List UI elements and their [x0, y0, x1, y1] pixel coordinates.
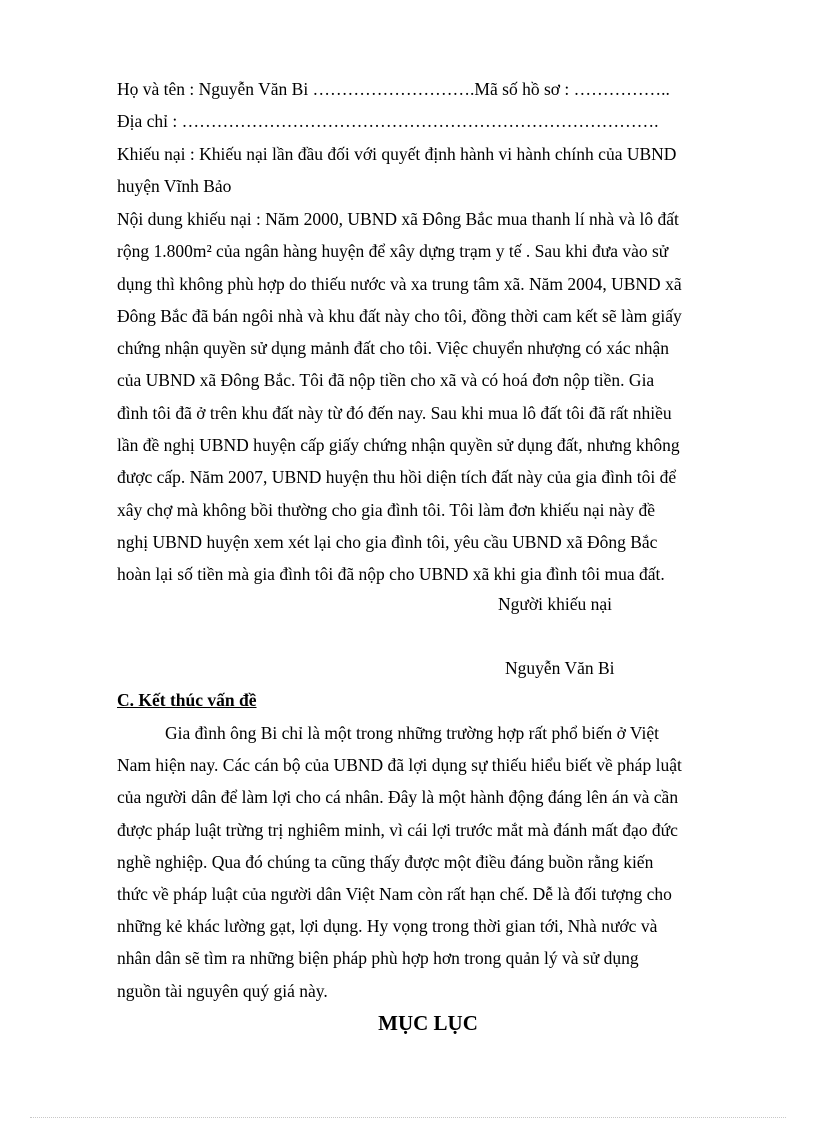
- complaint-line: Khiếu nại : Khiếu nại lần đầu đối với quyết định hành vi hành chính của UBND: [117, 144, 677, 164]
- footer-divider: [30, 1117, 786, 1118]
- conclusion-line: được pháp luật trừng trị nghiêm minh, vì cái lợi trước mắt mà đánh mất đạo đức: [117, 819, 678, 840]
- content-line: chứng nhận quyền sử dụng mảnh đất cho tôi. Việc chuyển nhượng có xác nhận: [117, 338, 669, 359]
- content-line: rộng 1.800m² của ngân hàng huyện để xây dựng trạm y tế . Sau khi đưa vào sử: [117, 241, 669, 262]
- content-line: được cấp. Năm 2007, UBND huyện thu hồi diện tích đất này của gia đình tôi để: [117, 467, 677, 488]
- content-line: Nội dung khiếu nại : Năm 2000, UBND xã Đông Bắc mua thanh lí nhà và lô đất: [117, 209, 679, 229]
- conclusion-line: của người dân để làm lợi cho cá nhân. Đây là một hành động đáng lên án và cần: [117, 787, 679, 808]
- content-line: hoàn lại số tiền mà gia đình tôi đã nộp cho UBND xã khi gia đình tôi mua đất.: [117, 564, 665, 585]
- content-line: đình tôi đã ở trên khu đất này từ đó đến nay. Sau khi mua lô đất tôi đã rất nhiều: [117, 402, 672, 423]
- content-line: xây chợ mà không bồi thường cho gia đình tôi. Tôi làm đơn khiếu nại này đề: [117, 499, 656, 520]
- table-of-contents-title: MỤC LỤC: [378, 1011, 478, 1035]
- conclusion-line: nguồn tài nguyên quý giá này.: [117, 980, 328, 1001]
- conclusion-line: Gia đình ông Bi chỉ là một trong những trường hợp rất phổ biến ở Việt: [165, 723, 659, 743]
- complaint-content: [117, 203, 739, 591]
- content-line: nghị UBND huyện xem xét lại cho gia đình tôi, yêu cầu UBND xã Đông Bắc: [117, 531, 658, 552]
- address-line: Địa chỉ : ……………………………………………………………………….: [117, 111, 659, 131]
- section-heading: C. Kết thúc vấn đề: [117, 690, 257, 710]
- conclusion-line: những kẻ khác lường gạt, lợi dụng. Hy vọng trong thời gian tới, Nhà nước và: [117, 916, 658, 937]
- conclusion-paragraph: [117, 717, 739, 1007]
- content-line: lần đề nghị UBND huyện cấp giấy chứng nhận quyền sử dụng đất, nhưng không: [117, 435, 680, 456]
- conclusion-line: thức về pháp luật của người dân Việt Nam còn rất hạn chế. Dễ là đối tượng cho: [117, 884, 672, 905]
- conclusion-line: nghề nghiệp. Qua đó chúng ta cũng thấy được một điều đáng buồn rằng kiến: [117, 851, 654, 872]
- signature-role: Người khiếu nại: [498, 594, 612, 614]
- content-line: Đông Bắc đã bán ngôi nhà và khu đất này cho tôi, đồng thời cam kết sẽ làm giấy: [117, 305, 682, 326]
- signature-name: Nguyễn Văn Bi: [505, 658, 615, 678]
- name-line: Họ và tên : Nguyễn Văn Bi ……………………….Mã số hồ sơ : ……………..: [117, 79, 670, 99]
- conclusion-line: nhân dân sẽ tìm ra những biện pháp phù hợp hơn trong quản lý và sử dụng: [117, 948, 639, 969]
- content-line: của UBND xã Đông Bắc. Tôi đã nộp tiền cho xã và có hoá đơn nộp tiền. Gia: [117, 370, 655, 391]
- content-line: dụng thì không phù hợp do thiếu nước và xa trung tâm xã. Năm 2004, UBND xã: [117, 273, 682, 294]
- complaint-line-continued: huyện Vĩnh Bảo: [117, 176, 232, 196]
- conclusion-line: Nam hiện nay. Các cán bộ của UBND đã lợi dụng sự thiếu hiểu biết về pháp luật: [117, 755, 682, 776]
